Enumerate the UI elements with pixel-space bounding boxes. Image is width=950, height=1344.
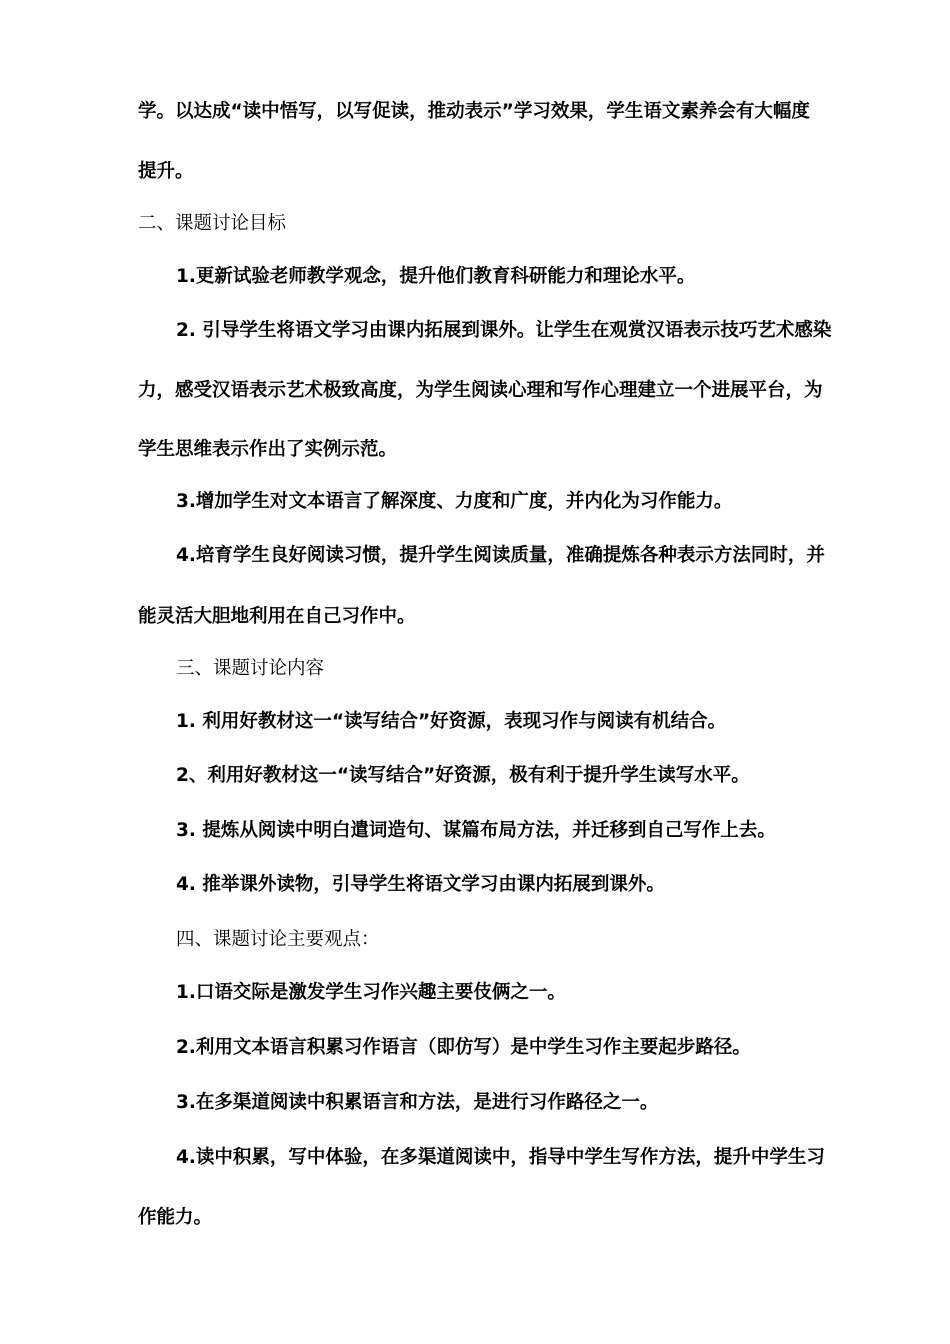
goal-item-4: 4.培育学生良好阅读习惯，提升学生阅读质量，准确提炼各种表示方法同时，并 [176,545,825,566]
goal-item-4-continued: 能灵活大胆地利用在自己习作中。 [138,606,416,627]
content-item-4: 4. 推举课外读物，引导学生将语文学习由课内拓展到课外。 [176,874,665,895]
goal-item-1: 1.更新试验老师教学观念，提升他们教育科研能力和理论水平。 [176,266,696,287]
viewpoint-item-4-continued: 作能力。 [138,1207,213,1228]
section-heading-viewpoints: 四、课题讨论主要观点： [176,929,380,950]
content-item-1: 1. 利用好教材这一“读写结合”好资源，表现习作与阅读有机结合。 [176,711,727,732]
goal-item-2-continued: 学生思维表示作出了实例示范。 [138,439,398,460]
viewpoint-item-4: 4.读中积累，写中体验，在多渠道阅读中，指导中学生写作方法，提升中学生习 [176,1147,825,1168]
viewpoint-item-3: 3.在多渠道阅读中积累语言和方法，是进行习作路径之一。 [176,1092,659,1113]
section-heading-goals: 二、课题讨论目标 [138,213,287,234]
paragraph-line: 提升。 [138,161,194,182]
content-item-2: 2、利用好教材这一“读写结合”好资源，极有利于提升学生读写水平。 [176,765,750,786]
viewpoint-item-2: 2.利用文本语言积累习作语言（即仿写）是中学生习作主要起步路径。 [176,1037,751,1058]
viewpoint-item-1: 1.口语交际是激发学生习作兴趣主要伎俩之一。 [176,982,566,1003]
goal-item-2-continued: 力，感受汉语表示艺术极致高度，为学生阅读心理和写作心理建立一个进展平台，为 [138,380,823,401]
paragraph-line: 学。以达成“读中悟写，以写促读，推动表示”学习效果，学生语文素养会有大幅度 [138,101,810,122]
content-item-3: 3. 提炼从阅读中明白遣词造句、谋篇布局方法，并迁移到自己写作上去。 [176,820,776,841]
goal-item-2: 2. 引导学生将语文学习由课内拓展到课外。让学生在观赏汉语表示技巧艺术感染 [176,320,832,341]
section-heading-content: 三、课题讨论内容 [176,658,325,679]
goal-item-3: 3.增加学生对文本语言了解深度、力度和广度，并内化为习作能力。 [176,491,733,512]
